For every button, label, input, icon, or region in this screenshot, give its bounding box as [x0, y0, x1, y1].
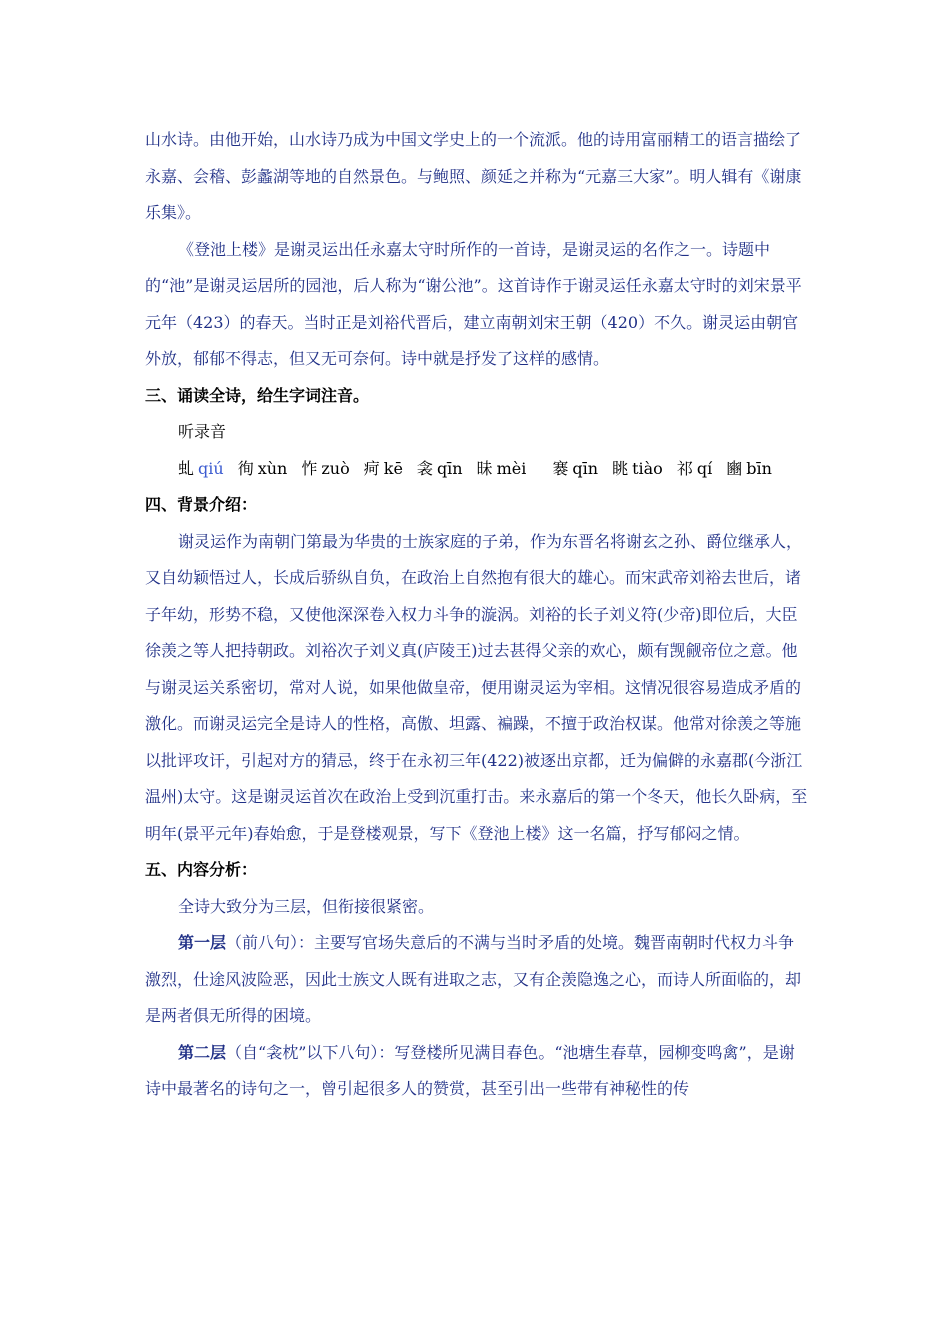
poem-intro-paragraph: 《登池上楼》是谢灵运出任永嘉太守时所作的一首诗，是谢灵运的名作之一。诗题中的“池”是谢灵运居所的园池，后人称为“谢公池”。这首诗作于谢灵运任永嘉太守时的刘宋景平元年（423）的春天。当时正是刘裕代晋后，建立南朝刘宋王朝（420）不久。谢灵运由朝官外放，郁郁不得志，但又无可奈何。诗中就是抒发了这样的感情。 [145, 239, 802, 368]
pinyin-item: 眺 tiào [612, 458, 663, 478]
pinyin-item: 怍 zuò [301, 458, 350, 478]
section-4-heading: 四、背景介绍： [145, 495, 258, 514]
pinyin-item: 褰 qīn [552, 458, 599, 478]
pinyin-item: 昧 mèi [476, 458, 527, 478]
pinyin-item: 疴 kē [363, 458, 403, 478]
analysis-overview: 全诗大致分为三层，但衔接很紧密。 [178, 896, 435, 916]
layer-1-label: 第一层 [178, 933, 227, 952]
pinyin-item: 虬 qiú [178, 458, 224, 478]
layer-1-paragraph: 第一层（前八句）：主要写官场失意后的不满与当时矛盾的处境。魏晋南朝时代权力斗争激烈，仕途风波险恶，因此士族文人既有进取之志，又有企羡隐逸之心，而诗人所面临的，却是两者俱无所得的困境。 [145, 933, 802, 1025]
pinyin-item: 徇 xùn [237, 458, 288, 478]
pinyin-item: 豳 bīn [726, 458, 772, 478]
pinyin-item: 祁 qí [676, 458, 713, 478]
section-5-heading: 五、内容分析： [145, 860, 258, 879]
listen-audio-label: 听录音 [178, 422, 227, 441]
layer-2-paragraph: 第二层（自“衾枕”以下八句）：写登楼所见满目春色。“池塘生春草，园柳变鸣禽”，是谢诗中最著名的诗句之一，曾引起很多人的赞赏，甚至引出一些带有神秘性的传 [145, 1042, 795, 1098]
section-3-heading: 三、诵读全诗，给生字词注音。 [145, 385, 370, 405]
pinyin-list [145, 451, 810, 488]
background-paragraph: 谢灵运作为南朝门第最为华贵的士族家庭的子弟，作为东晋名将谢玄之孙、爵位继承人，又自幼颖悟过人，长成后骄纵自负，在政治上自然抱有很大的雄心。而宋武帝刘裕去世后，诸子年幼，形势不稳，又使他深深卷入权力斗争的漩涡。刘裕的长子刘义符(少帝)即位后，大臣徐羡之等人把持朝政。刘裕次子刘义真(庐陵王)过去甚得父亲的欢心，颇有觊觎帝位之意。他与谢灵运关系密切，常对人说，如果他做皇帝，便用谢灵运为宰相。这情况很容易造成矛盾的激化。而谢灵运完全是诗人的性格，高傲、坦露、褊躁，不擅于政治权谋。他常对徐羡之等施以批评攻讦，引起对方的猜忌，终于在永初三年(422)被逐出京都，迁为偏僻的永嘉郡(今浙江温州)太守。这是谢灵运首次在政治上受到沉重打击。来永嘉后的第一个冬天，他长久卧病，至明年(景平元年)春始愈，于是登楼观景，写下《登池上楼》这一名篇，抒写郁闷之情。 [145, 531, 808, 843]
pinyin-item: 衾 qīn [416, 458, 463, 478]
intro-continuation: 山水诗。由他开始，山水诗乃成为中国文学史上的一个流派。他的诗用富丽精工的语言描绘了永嘉、会稽、彭蠡湖等地的自然景色。与鲍照、颜延之并称为“元嘉三大家”。明人辑有《谢康乐集》。 [145, 130, 802, 222]
layer-2-label: 第二层 [178, 1042, 227, 1062]
document-content [145, 122, 810, 1108]
